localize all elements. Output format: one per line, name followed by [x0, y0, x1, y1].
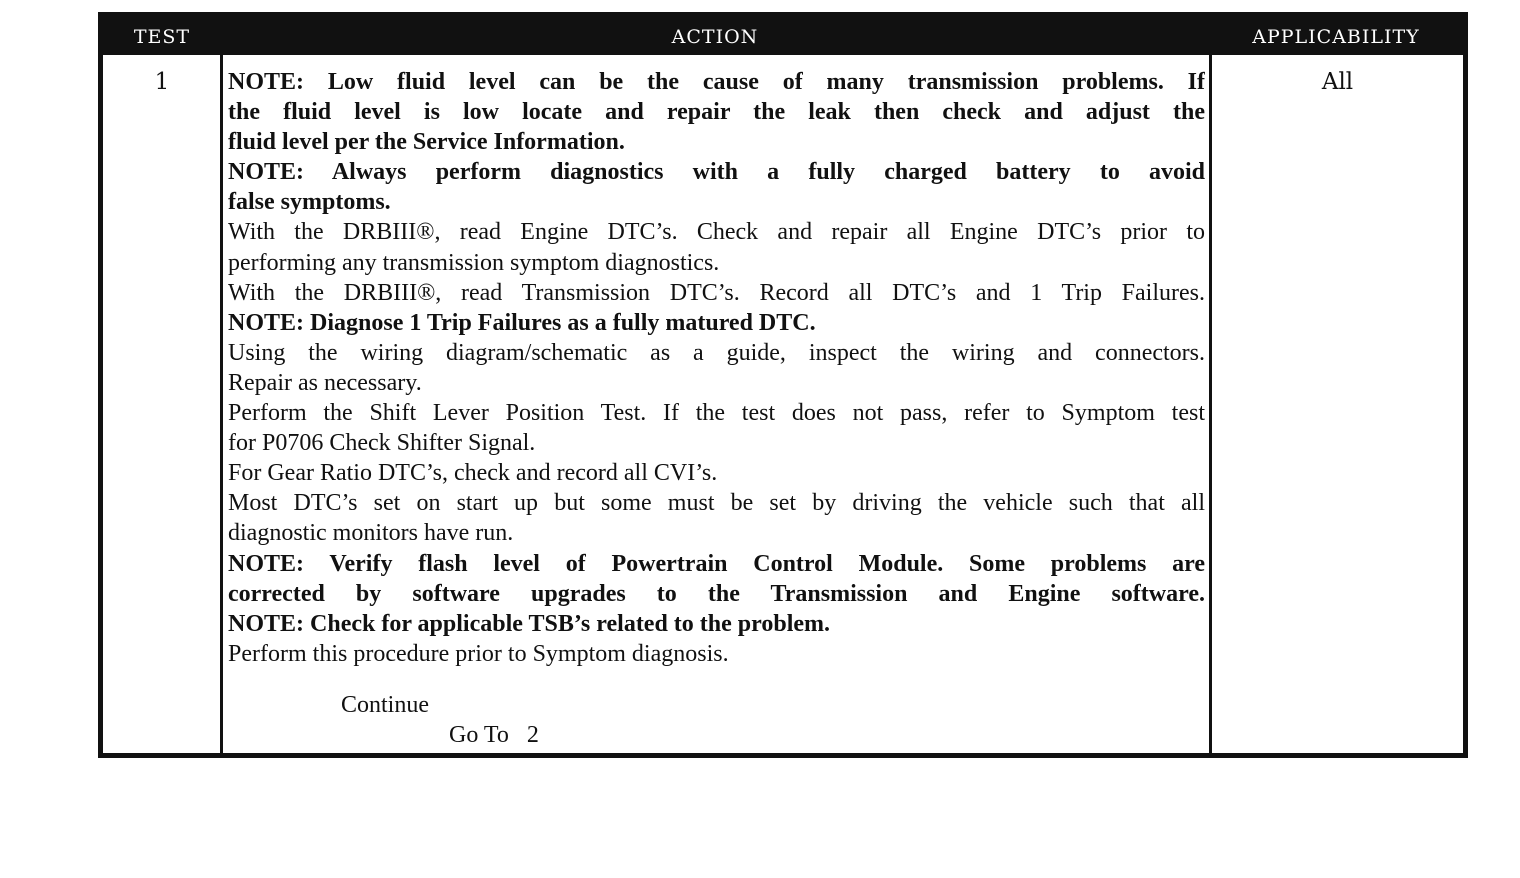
note-line: NOTE: Always perform diagnostics with a fully charged battery to avoid	[228, 159, 1205, 186]
note-line: NOTE: Low fluid level can be the cause of many transmission problems. If	[228, 69, 1205, 95]
action-text	[228, 67, 1205, 669]
note-line: NOTE: Diagnose 1 Trip Failures as a fully matured DTC.	[228, 309, 816, 336]
test-table	[98, 12, 1468, 758]
instruction-line: diagnostic monitors have run.	[228, 520, 514, 547]
continue-label: Continue	[341, 692, 429, 718]
instruction-line: For Gear Ratio DTC’s, check and record all CVI’s.	[228, 460, 718, 487]
table-header	[103, 17, 1463, 55]
instruction-line: for P0706 Check Shifter Signal.	[228, 430, 536, 457]
instruction-line: Repair as necessary.	[228, 369, 422, 396]
note-line: false symptoms.	[228, 189, 391, 216]
note-line: corrected by software upgrades to the Transmission and Engine software.	[228, 580, 1205, 607]
test-number: 1	[154, 69, 170, 95]
instruction-line: With the DRBIII®, read Engine DTC’s. Check and repair all Engine DTC’s prior to	[228, 219, 1205, 246]
instruction-line: Perform this procedure prior to Symptom diagnosis.	[228, 640, 729, 667]
instruction-line: Using the wiring diagram/schematic as a guide, inspect the wiring and connectors.	[228, 339, 1205, 366]
column-divider-test	[220, 55, 223, 758]
note-line: the fluid level is low locate and repair the leak then check and adjust the	[228, 99, 1205, 126]
note-line: NOTE: Check for applicable TSB’s related to the problem.	[228, 610, 831, 637]
instruction-line: With the DRBIII®, read Transmission DTC’s. Record all DTC’s and 1 Trip Failures.	[228, 279, 1205, 306]
applicability-value: All	[1321, 69, 1354, 95]
instruction-line: Perform the Shift Lever Position Test. If the test does not pass, refer to Symptom test	[228, 400, 1205, 427]
note-line: NOTE: Verify flash level of Powertrain Control Module. Some problems are	[228, 550, 1205, 577]
instruction-line: Most DTC’s set on start up but some must be set by driving the vehicle such that all	[228, 490, 1205, 517]
header-test: TEST	[133, 26, 191, 48]
column-divider-action	[1209, 55, 1212, 758]
instruction-line: performing any transmission symptom diagnostics.	[228, 249, 720, 276]
goto-step-link[interactable]: Go To 2	[449, 722, 539, 748]
header-applicability: APPLICABILITY	[1252, 26, 1420, 48]
header-action: ACTION	[671, 26, 759, 48]
note-line: fluid level per the Service Information.	[228, 129, 625, 156]
